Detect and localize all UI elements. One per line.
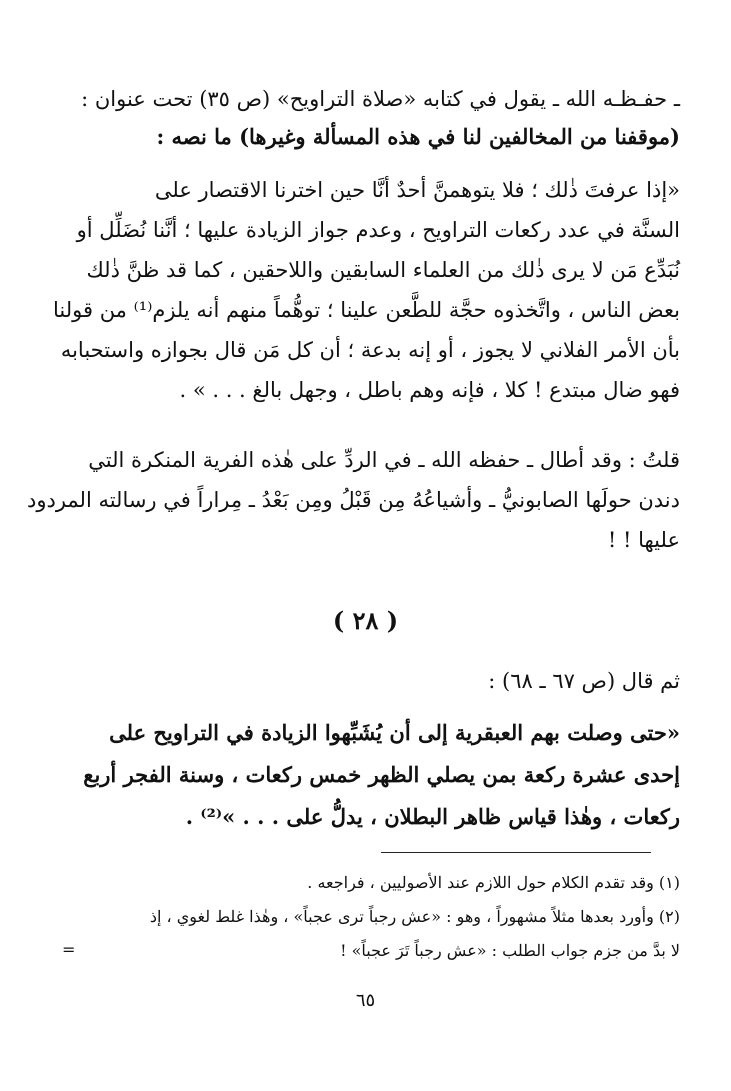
commentary-paragraph	[26, 440, 680, 560]
text-line: بأن الأمر الفلاني لا يجوز ، أو إنه بدعة ؛ أن كل مَن قال بجوازه واستحبابه	[60, 338, 680, 362]
text-line: السنَّة في عدد ركعات التراويح ، وعدم جواز الزيادة عليها ؛ أنَّنا نُضَلِّل أو	[76, 218, 680, 242]
citation-paragraph	[70, 662, 680, 700]
text-line: قلتُ : وقد أطال ـ حفظه الله ـ في الردِّ على هٰذه الفرية المنكرة التي	[88, 448, 680, 472]
page-number: ٦٥	[355, 990, 376, 1011]
text-line: دندن حولَها الصابونيُّ ـ وأشياعُهُ مِن قَبْلُ ومِن بَعْدُ ـ مِراراً في رسالته المردود	[26, 488, 680, 512]
text-line: بعض الناس ، واتَّخذوه حجَّة للطَّعن علينا ؛ توهُّماً منهم أنه يلزم⁽¹⁾ من قولنا	[53, 298, 680, 322]
continuation-mark: =	[62, 940, 76, 959]
footnote-divider	[381, 852, 651, 853]
intro-paragraph	[70, 80, 680, 156]
footnote-line: (٢) وأورد بعدها مثلاً مشهوراً ، وهو : «عش رجباً ترى عجباً» ، وهٰذا غلط لغوي ، إذ	[149, 907, 680, 926]
text-line: (موقفنا من المخالفين لنا في هذه المسألة وغيرها) ما نصه :	[156, 124, 680, 149]
quoted-paragraph-2	[70, 712, 680, 838]
text-line: ـ حفـظـه الله ـ يقول في كتابه «صلاة التراويح» (ص ٣٥) تحت عنوان :	[81, 87, 680, 111]
text-line: عليها ! !	[607, 528, 680, 552]
quoted-paragraph	[53, 170, 680, 410]
text-line: «إذا عرفتَ ذٰلك ؛ فلا يتوهمنَّ أحدٌ أنَّا حين اخترنا الاقتصار على	[154, 178, 680, 202]
footnote-line: لا بدَّ من جزم جواب الطلب : «عش رجباً تَرَ عجباً» !	[340, 941, 680, 960]
text-line: ثم قال (ص ٦٧ ـ ٦٨) :	[488, 669, 680, 693]
text-line: إحدى عشرة ركعة بمن يصلي الظهر خمس ركعات ، وسنة الفجر أربع	[83, 762, 680, 787]
text-line: «حتى وصلت بهم العبقرية إلى أن يُشَبِّهوا الزيادة في التراويح على	[109, 720, 680, 745]
section-heading: ( ٢٨ )	[332, 606, 399, 635]
footnotes	[70, 866, 680, 968]
text-line: نُبَدِّع مَن لا يرى ذٰلك من العلماء السابقين واللاحقين ، كما قد ظنَّ ذٰلك	[86, 258, 680, 282]
footnote-line: (١) وقد تقدم الكلام حول اللازم عند الأصوليين ، فراجعه .	[307, 873, 680, 892]
text-line: ركعات ، وهٰذا قياس ظاهر البطلان ، يدلُّ على . . . »⁽²⁾ .	[185, 804, 680, 829]
text-line: فهو ضال مبتدع ! كلا ، فإنه وهم باطل ، وجهل بالغ . . . » .	[179, 378, 680, 402]
